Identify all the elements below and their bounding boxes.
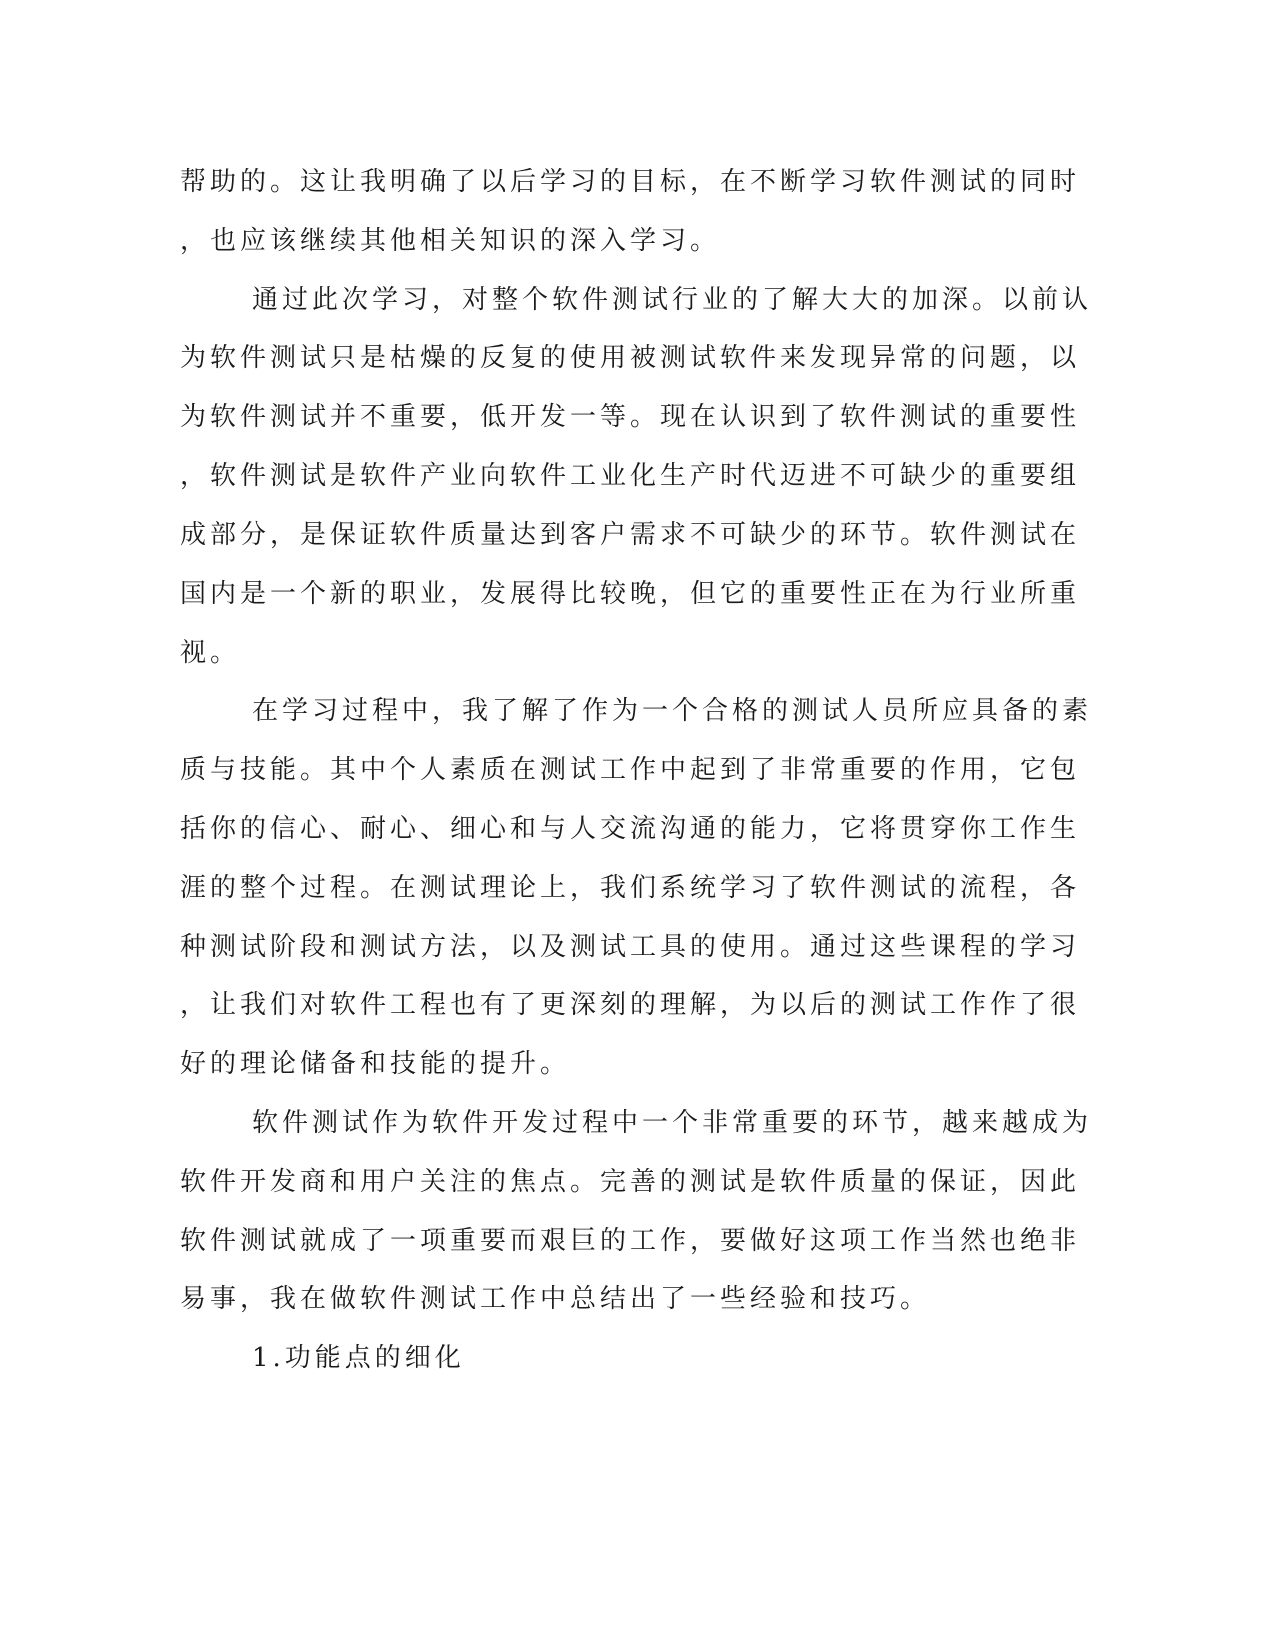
paragraph-first-line: 通过此次学习，对整个软件测试行业的了解大大的加深。以前认 [252, 285, 1093, 315]
text-line: 质与技能。其中个人素质在测试工作中起到了非常重要的作用，它包 [180, 755, 1081, 785]
text-line: 软件测试就成了一项重要而艰巨的工作，要做好这项工作当然也绝非 [180, 1226, 1081, 1256]
text-line: 括你的信心、耐心、细心和与人交流沟通的能力，它将贯穿你工作生 [180, 814, 1081, 844]
text-line: 易事，我在做软件测试工作中总结出了一些经验和技巧。 [180, 1284, 931, 1314]
text-line: 成部分，是保证软件质量达到客户需求不可缺少的环节。软件测试在 [180, 520, 1081, 550]
paragraph-first-line: 在学习过程中，我了解了作为一个合格的测试人员所应具备的素 [252, 696, 1093, 726]
text-line: ，软件测试是软件产业向软件工业化生产时代迈进不可缺少的重要组 [180, 461, 1081, 491]
text-line: 为软件测试并不重要，低开发一等。现在认识到了软件测试的重要性 [180, 402, 1081, 432]
section-heading: 1.功能点的细化 [252, 1343, 465, 1373]
text-line: 种测试阶段和测试方法，以及测试工具的使用。通过这些课程的学习 [180, 932, 1081, 962]
text-line: ，让我们对软件工程也有了更深刻的理解，为以后的测试工作作了很 [180, 990, 1081, 1020]
text-line: 为软件测试只是枯燥的反复的使用被测试软件来发现异常的问题，以 [180, 343, 1081, 373]
text-line: 软件开发商和用户关注的焦点。完善的测试是软件质量的保证，因此 [180, 1167, 1081, 1197]
paragraph-first-line: 软件测试作为软件开发过程中一个非常重要的环节，越来越成为 [252, 1108, 1093, 1138]
text-line: 帮助的。这让我明确了以后学习的目标，在不断学习软件测试的同时 [180, 167, 1081, 197]
text-line: 视。 [180, 638, 241, 668]
text-line: 好的理论储备和技能的提升。 [180, 1049, 571, 1079]
text-line: 涯的整个过程。在测试理论上，我们系统学习了软件测试的流程，各 [180, 873, 1081, 903]
text-line: 国内是一个新的职业，发展得比较晚，但它的重要性正在为行业所重 [180, 579, 1081, 609]
text-line: ，也应该继续其他相关知识的深入学习。 [180, 226, 721, 256]
